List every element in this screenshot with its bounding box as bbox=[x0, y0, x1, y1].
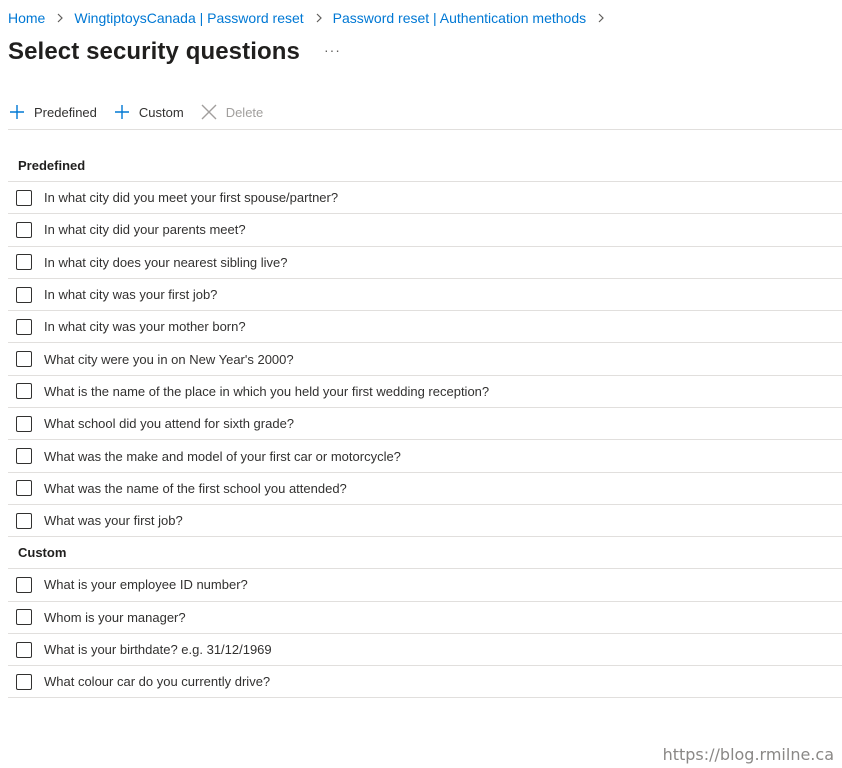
add-custom-label: Custom bbox=[138, 104, 184, 120]
plus-icon bbox=[8, 103, 26, 121]
security-questions-list bbox=[8, 150, 842, 698]
question-label: In what city did your parents meet? bbox=[44, 222, 246, 238]
question-checkbox[interactable] bbox=[16, 351, 32, 367]
list-item[interactable] bbox=[8, 279, 842, 311]
question-label: What was your first job? bbox=[44, 513, 183, 529]
add-predefined-button[interactable] bbox=[8, 103, 97, 121]
list-item[interactable] bbox=[8, 408, 842, 440]
section-header-predefined: Predefined bbox=[8, 150, 842, 182]
question-label: What city were you in on New Year's 2000? bbox=[44, 351, 294, 367]
watermark: https://blog.rmilne.ca bbox=[662, 745, 834, 764]
question-checkbox[interactable] bbox=[16, 190, 32, 206]
delete-button[interactable] bbox=[200, 103, 264, 121]
question-checkbox[interactable] bbox=[16, 383, 32, 399]
chevron-right-icon bbox=[313, 12, 325, 24]
plus-icon bbox=[113, 103, 131, 121]
question-checkbox[interactable] bbox=[16, 513, 32, 529]
question-checkbox[interactable] bbox=[16, 222, 32, 238]
question-label: What was the name of the first school you attended? bbox=[44, 480, 347, 496]
list-item[interactable] bbox=[8, 247, 842, 279]
list-item[interactable] bbox=[8, 473, 842, 505]
section-header-custom: Custom bbox=[8, 537, 842, 569]
question-label: What is your employee ID number? bbox=[44, 577, 248, 593]
list-item[interactable] bbox=[8, 214, 842, 246]
add-custom-button[interactable] bbox=[113, 103, 184, 121]
question-checkbox[interactable] bbox=[16, 609, 32, 625]
breadcrumb-authentication-methods-link[interactable]: Password reset | Authentication methods bbox=[332, 10, 587, 26]
question-label: What is the name of the place in which you held your first wedding reception? bbox=[44, 383, 490, 399]
question-label: What school did you attend for sixth grade? bbox=[44, 416, 295, 432]
question-checkbox[interactable] bbox=[16, 254, 32, 270]
question-label: What colour car do you currently drive? bbox=[44, 674, 271, 690]
list-item[interactable] bbox=[8, 602, 842, 634]
question-checkbox[interactable] bbox=[16, 448, 32, 464]
toolbar-divider bbox=[8, 129, 842, 130]
question-checkbox[interactable] bbox=[16, 319, 32, 335]
question-checkbox[interactable] bbox=[16, 287, 32, 303]
question-label: In what city did you meet your first spouse/partner? bbox=[44, 190, 339, 206]
delete-label: Delete bbox=[225, 104, 264, 120]
list-item[interactable] bbox=[8, 666, 842, 698]
question-checkbox[interactable] bbox=[16, 480, 32, 496]
breadcrumb-home-link[interactable]: Home bbox=[8, 10, 46, 26]
question-label: What is your birthdate? e.g. 31/12/1969 bbox=[44, 642, 272, 657]
page-title: Select security questions bbox=[8, 38, 300, 65]
list-item[interactable] bbox=[8, 440, 842, 472]
question-label: Whom is your manager? bbox=[44, 609, 186, 625]
question-label: In what city was your first job? bbox=[44, 287, 218, 303]
list-item[interactable] bbox=[8, 343, 842, 375]
question-checkbox[interactable] bbox=[16, 416, 32, 432]
chevron-right-icon bbox=[54, 12, 66, 24]
list-item[interactable] bbox=[8, 182, 842, 214]
chevron-right-icon bbox=[595, 12, 607, 24]
title-row bbox=[8, 34, 341, 70]
question-checkbox[interactable] bbox=[16, 674, 32, 690]
breadcrumb bbox=[8, 8, 615, 28]
list-item[interactable] bbox=[8, 505, 842, 537]
question-checkbox[interactable] bbox=[16, 577, 32, 593]
question-label: In what city was your mother born? bbox=[44, 319, 246, 335]
close-icon bbox=[200, 103, 218, 121]
command-bar bbox=[8, 98, 279, 126]
list-item[interactable] bbox=[8, 569, 842, 601]
more-options-button[interactable]: ··· bbox=[323, 42, 341, 58]
question-checkbox[interactable] bbox=[16, 642, 32, 658]
list-item[interactable] bbox=[8, 311, 842, 343]
question-label: In what city does your nearest sibling live? bbox=[44, 254, 288, 270]
add-predefined-label: Predefined bbox=[34, 104, 97, 120]
question-label: What was the make and model of your first car or motorcycle? bbox=[44, 448, 401, 464]
breadcrumb-password-reset-link[interactable]: WingtiptoysCanada | Password reset bbox=[74, 10, 304, 26]
list-item[interactable] bbox=[8, 376, 842, 408]
list-item[interactable] bbox=[8, 634, 842, 666]
